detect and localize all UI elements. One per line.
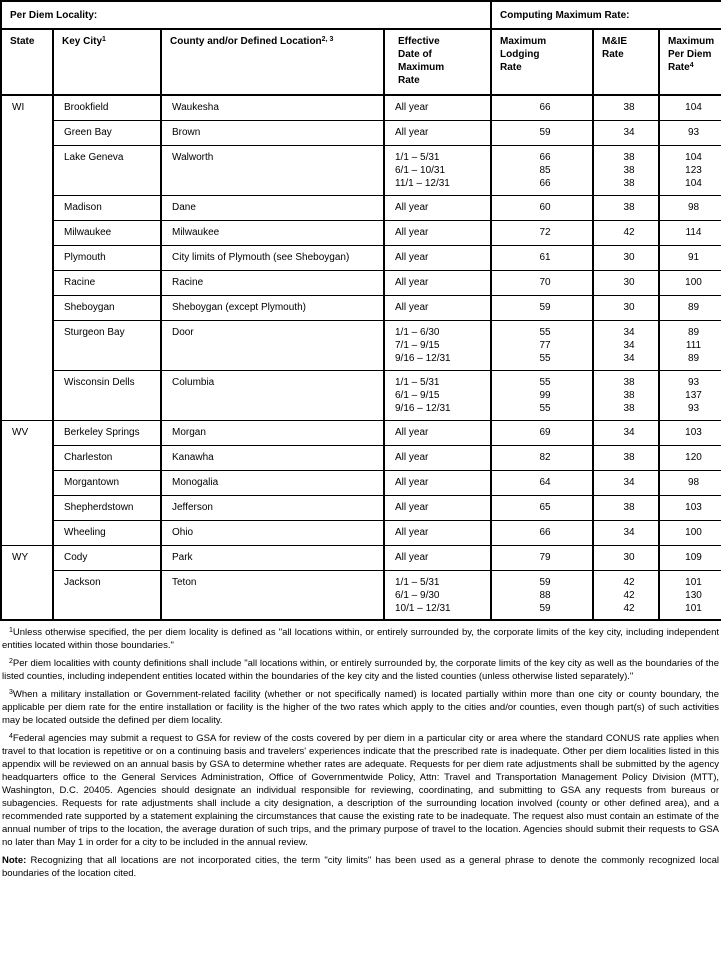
county-cell: Morgan [161, 420, 384, 445]
table-row [1, 370, 721, 420]
key-city-cell: Madison [53, 195, 161, 220]
max-lodging-cell: 69 [491, 420, 593, 445]
max-lodging-cell: 66 85 66 [491, 145, 593, 195]
county-cell: Monogalia [161, 470, 384, 495]
footnotes-section [0, 621, 721, 880]
county-cell: Brown [161, 120, 384, 145]
mie-rate-cell: 34 [593, 520, 659, 545]
key-city-cell: Jackson [53, 570, 161, 620]
footnote-3 [2, 688, 719, 727]
mie-rate-cell: 30 [593, 245, 659, 270]
effective-date-cell: 1/1 – 5/31 6/1 – 9/15 9/16 – 12/31 [384, 370, 491, 420]
max-per-diem-cell: 104 [659, 95, 721, 120]
footnote-1-marker: 1 [9, 627, 13, 634]
note [2, 854, 719, 880]
max-per-diem-cell: 100 [659, 270, 721, 295]
county-cell: Ohio [161, 520, 384, 545]
effective-date-cell: 1/1 – 5/31 6/1 – 10/31 11/1 – 12/31 [384, 145, 491, 195]
effective-date-cell: All year [384, 120, 491, 145]
table-row [1, 145, 721, 195]
table-row [1, 320, 721, 370]
mie-rate-cell: 42 42 42 [593, 570, 659, 620]
table-row [1, 445, 721, 470]
county-cell: Dane [161, 195, 384, 220]
effective-date-cell: All year [384, 195, 491, 220]
locality-group-header: Per Diem Locality: [1, 1, 491, 29]
county-cell: Sheboygan (except Plymouth) [161, 295, 384, 320]
max-lodging-cell: 59 [491, 120, 593, 145]
max-lodging-cell: 72 [491, 220, 593, 245]
key-city-cell: Sturgeon Bay [53, 320, 161, 370]
column-header-state: State [1, 29, 53, 95]
table-row [1, 245, 721, 270]
key-city-cell: Green Bay [53, 120, 161, 145]
state-cell: WY [1, 545, 53, 620]
county-cell: Kanawha [161, 445, 384, 470]
max-lodging-cell: 66 [491, 520, 593, 545]
table-row [1, 570, 721, 620]
mie-rate-cell: 38 [593, 445, 659, 470]
max-per-diem-cell: 120 [659, 445, 721, 470]
county-cell: Waukesha [161, 95, 384, 120]
table-header [1, 1, 721, 95]
key-city-cell: Wheeling [53, 520, 161, 545]
county-cell: City limits of Plymouth (see Sheboygan) [161, 245, 384, 270]
max-per-diem-cell: 98 [659, 470, 721, 495]
key-city-cell: Wisconsin Dells [53, 370, 161, 420]
max-lodging-cell: 65 [491, 495, 593, 520]
column-header-row [1, 29, 721, 95]
mie-rate-cell: 34 [593, 420, 659, 445]
effective-date-cell: 1/1 – 5/31 6/1 – 9/30 10/1 – 12/31 [384, 570, 491, 620]
mie-rate-cell: 30 [593, 270, 659, 295]
max-lodging-cell: 59 88 59 [491, 570, 593, 620]
state-cell: WV [1, 420, 53, 545]
note-text: Recognizing that all locations are not incorporated cities, the term "city limits" has been used as a general phrase to denote the commonly recognized local boundaries of the location cited. [2, 855, 719, 879]
mie-rate-cell: 38 38 38 [593, 145, 659, 195]
table-row [1, 470, 721, 495]
rate-table-body [1, 95, 721, 620]
key-city-cell: Morgantown [53, 470, 161, 495]
county-cell: Door [161, 320, 384, 370]
key-city-cell: Brookfield [53, 95, 161, 120]
column-header-effective-date: Effective Date of Maximum Rate [384, 29, 491, 95]
max-per-diem-cell: 91 [659, 245, 721, 270]
county-cell: Walworth [161, 145, 384, 195]
mie-rate-cell: 34 [593, 120, 659, 145]
mie-rate-cell: 34 [593, 470, 659, 495]
footnote-1 [2, 626, 719, 652]
effective-date-cell: All year [384, 470, 491, 495]
effective-date-cell: All year [384, 270, 491, 295]
county-cell: Park [161, 545, 384, 570]
county-cell: Racine [161, 270, 384, 295]
table-row [1, 520, 721, 545]
max-lodging-cell: 66 [491, 95, 593, 120]
footnote-2-text: Per diem localities with county definitions shall include "all locations within, or entirely surrounded by, the corporate limits of the key city as well as the boundaries of the listed counties, including independent entities located within the boundaries of the key city and the listed counties (unless otherwise listed separately)." [2, 658, 719, 682]
table-row [1, 120, 721, 145]
effective-date-cell: All year [384, 545, 491, 570]
effective-date-cell: All year [384, 220, 491, 245]
max-per-diem-cell: 89 [659, 295, 721, 320]
effective-date-cell: All year [384, 95, 491, 120]
mie-rate-cell: 38 38 38 [593, 370, 659, 420]
mie-rate-cell: 30 [593, 295, 659, 320]
footnote-3-text: When a military installation or Government-related facility (whether or not specifically named) is located partially within more than one city or county boundary, the applicable per diem rate for the entire installation or facility is the higher of the two rates which apply to the cities and/or counties, even though part(s) of such activities may be located outside the defined per diem locality. [2, 689, 719, 726]
max-per-diem-cell: 100 [659, 520, 721, 545]
county-cell: Jefferson [161, 495, 384, 520]
max-lodging-cell: 59 [491, 295, 593, 320]
key-city-cell: Milwaukee [53, 220, 161, 245]
county-cell: Columbia [161, 370, 384, 420]
mie-rate-cell: 42 [593, 220, 659, 245]
effective-date-cell: All year [384, 295, 491, 320]
max-per-diem-cell: 104 123 104 [659, 145, 721, 195]
column-header-county: County and/or Defined Location$^{2, 3}$ [161, 29, 384, 95]
mie-rate-cell: 34 34 34 [593, 320, 659, 370]
key-city-cell: Berkeley Springs [53, 420, 161, 445]
table-row [1, 95, 721, 120]
mie-rate-cell: 30 [593, 545, 659, 570]
mie-rate-cell: 38 [593, 195, 659, 220]
max-per-diem-cell: 93 [659, 120, 721, 145]
max-lodging-cell: 55 77 55 [491, 320, 593, 370]
footnote-1-text: Unless otherwise specified, the per diem locality is defined as "all locations within, or entirely surrounded by, the corporate limits of the key city, including independent entities located within those boundaries." [2, 627, 719, 651]
key-city-cell: Sheboygan [53, 295, 161, 320]
max-per-diem-cell: 98 [659, 195, 721, 220]
effective-date-cell: 1/1 – 6/30 7/1 – 9/15 9/16 – 12/31 [384, 320, 491, 370]
computing-group-header: Computing Maximum Rate: [491, 1, 721, 29]
state-cell: WI [1, 95, 53, 420]
footnote-4-text: Federal agencies may submit a request to GSA for review of the costs covered by per diem in a particular city or area where the standard CONUS rate applies when travel to that location is repetitive or on a continuing basis and travelers' experiences indicate that the prescribed rate is inadequate. Other per diem localities listed in this appendix will be reviewed on an annual basis by GSA to determine whether rates are adequate. Requests for per diem rate adjustments shall be submitted by the agency headquarters office to the General Services Administration, Office of Governmentwide Policy, Attn: Travel and Transportation Management Policy Division (MTT), Washington, D.C. 20405. Agencies should designate an individual responsible for reviewing, coordinating, and submitting to GSA any requests from bureaus or subagencies. Requests for rate adjustments shall include a city designation, a description of the surrounding location involved (county or other defined area), and a recommended rate supported by a statement explaining the circumstances that cause the existing rate to be inadequate. The request also must contain an estimate of the annual number of trips to the location, the average duration of such trips, and the primary purpose of travel to the location. Agencies should submit their requests to GSA no later than May 1 in order for a city to be included in the annual review. [2, 733, 719, 848]
table-row [1, 495, 721, 520]
max-lodging-cell: 82 [491, 445, 593, 470]
max-per-diem-cell: 89 111 89 [659, 320, 721, 370]
county-cell: Milwaukee [161, 220, 384, 245]
footnote-3-marker: 3 [9, 689, 13, 696]
table-row [1, 220, 721, 245]
footnote-2-marker: 2 [9, 658, 13, 665]
max-lodging-cell: 64 [491, 470, 593, 495]
table-row [1, 270, 721, 295]
key-city-cell: Cody [53, 545, 161, 570]
effective-date-cell: All year [384, 495, 491, 520]
group-header-row [1, 1, 721, 29]
footnote-4-marker: 4 [9, 733, 13, 740]
max-lodging-cell: 70 [491, 270, 593, 295]
effective-date-cell: All year [384, 245, 491, 270]
max-per-diem-cell: 101 130 101 [659, 570, 721, 620]
max-lodging-cell: 61 [491, 245, 593, 270]
column-header-max-per-diem: Maximum Per Diem Rate$^4$ [659, 29, 721, 95]
note-label: Note: [2, 855, 27, 866]
footnote-2 [2, 657, 719, 683]
effective-date-cell: All year [384, 420, 491, 445]
mie-rate-cell: 38 [593, 495, 659, 520]
max-per-diem-cell: 109 [659, 545, 721, 570]
key-city-cell: Lake Geneva [53, 145, 161, 195]
max-per-diem-cell: 103 [659, 420, 721, 445]
effective-date-cell: All year [384, 520, 491, 545]
max-per-diem-cell: 93 137 93 [659, 370, 721, 420]
column-header-max-lodging: Maximum Lodging Rate [491, 29, 593, 95]
mie-rate-cell: 38 [593, 95, 659, 120]
column-header-key-city: Key City$^1$ [53, 29, 161, 95]
column-header-mie: M&IE Rate [593, 29, 659, 95]
footnote-4 [2, 732, 719, 849]
max-lodging-cell: 60 [491, 195, 593, 220]
max-per-diem-cell: 114 [659, 220, 721, 245]
county-cell: Teton [161, 570, 384, 620]
max-lodging-cell: 79 [491, 545, 593, 570]
key-city-cell: Shepherdstown [53, 495, 161, 520]
key-city-cell: Racine [53, 270, 161, 295]
max-per-diem-cell: 103 [659, 495, 721, 520]
key-city-cell: Plymouth [53, 245, 161, 270]
table-row [1, 420, 721, 445]
effective-date-cell: All year [384, 445, 491, 470]
table-row [1, 545, 721, 570]
key-city-cell: Charleston [53, 445, 161, 470]
max-lodging-cell: 55 99 55 [491, 370, 593, 420]
table-row [1, 295, 721, 320]
table-row [1, 195, 721, 220]
